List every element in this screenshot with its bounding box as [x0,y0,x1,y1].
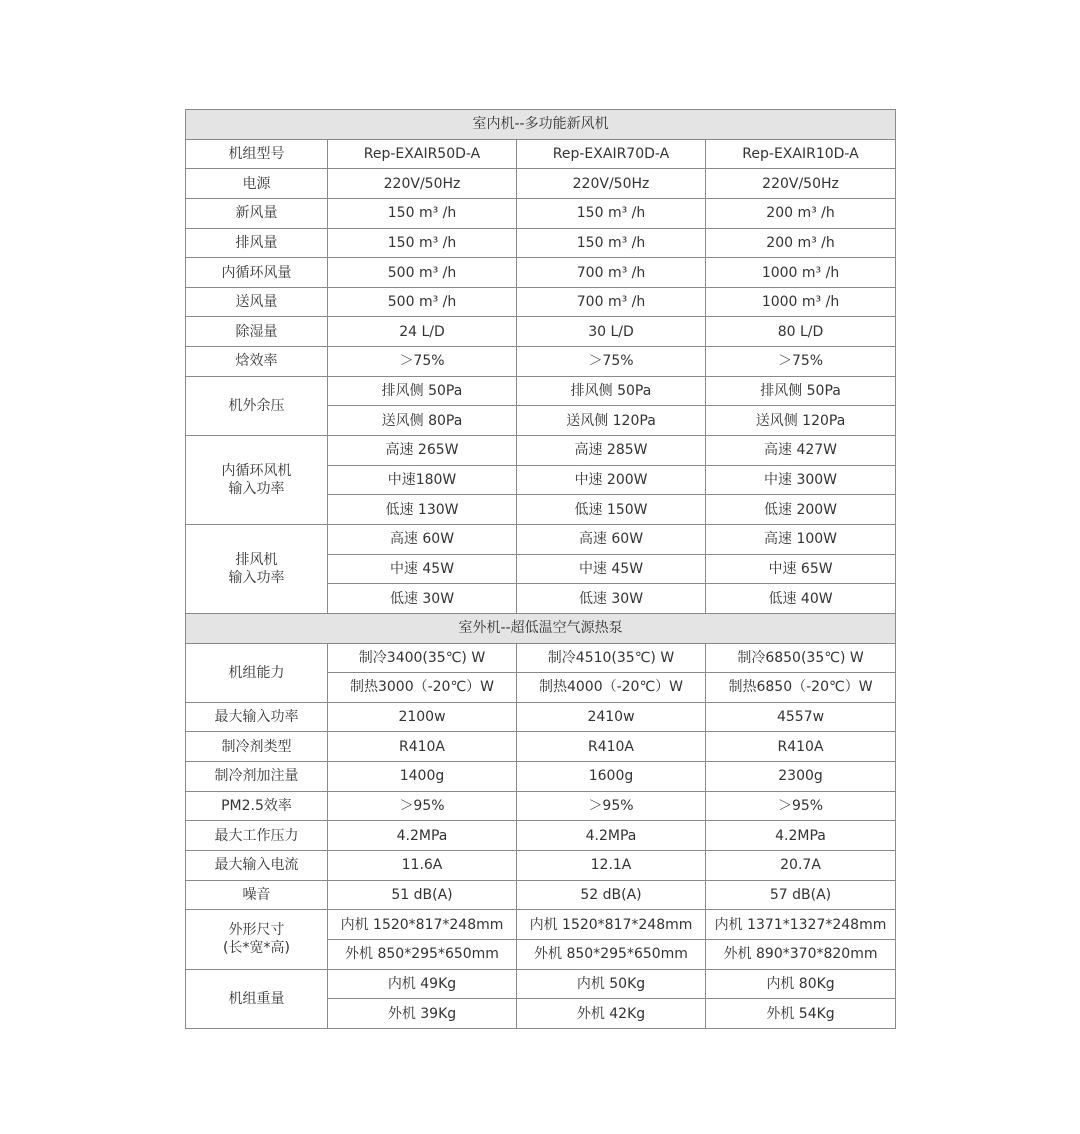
row-value: 外机 39Kg [328,999,517,1029]
row-value: 制热4000（-20℃）W [517,673,706,703]
row-value: 51 dB(A) [328,880,517,910]
row-value: 低速 30W [328,584,517,614]
row-value: 排风侧 50Pa [517,376,706,406]
table-row [186,347,896,377]
row-value: 中速 65W [706,554,896,584]
row-label: 电源 [186,169,328,199]
row-value: 低速 30W [517,584,706,614]
row-value: 外机 54Kg [706,999,896,1029]
row-label: PM2.5效率 [186,791,328,821]
row-label: 送风量 [186,287,328,317]
row-value: 低速 200W [706,495,896,525]
table-row [186,376,896,406]
row-label: 最大输入电流 [186,851,328,881]
row-value: R410A [328,732,517,762]
row-value: 制冷6850(35℃) W [706,643,896,673]
table-row [186,910,896,940]
row-value: 1000 m³ /h [706,287,896,317]
row-value: 57 dB(A) [706,880,896,910]
row-value: ＞95% [517,791,706,821]
section-title: 室外机--超低温空气源热泵 [186,613,896,643]
table-row [186,851,896,881]
row-value: 排风侧 50Pa [706,376,896,406]
row-label: 新风量 [186,198,328,228]
row-value: 高速 427W [706,436,896,466]
row-value: 1000 m³ /h [706,258,896,288]
table-row [186,762,896,792]
row-value: 中速 200W [517,465,706,495]
row-value: 高速 60W [328,524,517,554]
spec-table [185,109,896,1029]
row-value: 24 L/D [328,317,517,347]
table-row [186,258,896,288]
table-row [186,791,896,821]
row-value: ＞75% [706,347,896,377]
row-value: 12.1A [517,851,706,881]
table-row [186,969,896,999]
group-label: 排风机 输入功率 [186,524,328,613]
row-value: 4.2MPa [706,821,896,851]
row-value: R410A [706,732,896,762]
row-label: 制冷剂类型 [186,732,328,762]
row-value: 2100w [328,702,517,732]
group-label: 机组重量 [186,969,328,1028]
row-value: 700 m³ /h [517,287,706,317]
row-value: 中速 300W [706,465,896,495]
row-label: 排风量 [186,228,328,258]
row-value: ＞75% [328,347,517,377]
row-value: 80 L/D [706,317,896,347]
row-value: 外机 850*295*650mm [517,939,706,969]
row-value: 150 m³ /h [328,228,517,258]
row-value: 30 L/D [517,317,706,347]
group-label: 内循环风机 输入功率 [186,436,328,525]
row-value: 内机 50Kg [517,969,706,999]
row-value: 200 m³ /h [706,228,896,258]
row-value: 高速 265W [328,436,517,466]
table-row [186,643,896,673]
row-value: 外机 42Kg [517,999,706,1029]
table-row [186,228,896,258]
group-label: 机外余压 [186,376,328,435]
row-value: 1600g [517,762,706,792]
row-value: 150 m³ /h [328,198,517,228]
row-value: 1400g [328,762,517,792]
table-row [186,287,896,317]
row-value: 52 dB(A) [517,880,706,910]
row-value: 排风侧 50Pa [328,376,517,406]
model-name: Rep-EXAIR50D-A [328,139,517,169]
row-value: 外机 850*295*650mm [328,939,517,969]
row-value: 内机 1371*1327*248mm [706,910,896,940]
row-value: 4.2MPa [517,821,706,851]
row-value: 20.7A [706,851,896,881]
table-row-model [186,139,896,169]
row-value: 送风侧 80Pa [328,406,517,436]
row-value: 500 m³ /h [328,287,517,317]
table-row [186,169,896,199]
table-row [186,524,896,554]
row-value: 外机 890*370*820mm [706,939,896,969]
row-value: 高速 100W [706,524,896,554]
table-row [186,317,896,347]
row-label: 机组型号 [186,139,328,169]
row-value: 内机 1520*817*248mm [517,910,706,940]
row-label: 噪音 [186,880,328,910]
row-value: 制冷3400(35℃) W [328,643,517,673]
model-name: Rep-EXAIR10D-A [706,139,896,169]
row-value: ＞95% [706,791,896,821]
row-value: 150 m³ /h [517,198,706,228]
table-row [186,702,896,732]
row-value: 220V/50Hz [706,169,896,199]
row-value: 内机 80Kg [706,969,896,999]
row-label: 最大工作压力 [186,821,328,851]
row-value: 220V/50Hz [328,169,517,199]
row-value: 11.6A [328,851,517,881]
row-value: 中速 45W [328,554,517,584]
row-value: 150 m³ /h [517,228,706,258]
row-value: 制冷4510(35℃) W [517,643,706,673]
row-label: 最大输入功率 [186,702,328,732]
row-label: 除湿量 [186,317,328,347]
row-value: 内机 1520*817*248mm [328,910,517,940]
row-value: 送风侧 120Pa [706,406,896,436]
table-row [186,198,896,228]
row-value: 中速 45W [517,554,706,584]
row-value: R410A [517,732,706,762]
row-label: 内循环风量 [186,258,328,288]
row-value: 220V/50Hz [517,169,706,199]
section-title: 室内机--多功能新风机 [186,110,896,140]
row-value: 送风侧 120Pa [517,406,706,436]
model-name: Rep-EXAIR70D-A [517,139,706,169]
row-value: 700 m³ /h [517,258,706,288]
row-value: 高速 285W [517,436,706,466]
row-value: ＞95% [328,791,517,821]
row-value: 高速 60W [517,524,706,554]
group-label: 机组能力 [186,643,328,702]
table-row [186,436,896,466]
row-value: 500 m³ /h [328,258,517,288]
table-row [186,880,896,910]
row-label: 制冷剂加注量 [186,762,328,792]
row-value: 中速180W [328,465,517,495]
row-value: 低速 40W [706,584,896,614]
row-value: 低速 150W [517,495,706,525]
row-value: ＞75% [517,347,706,377]
row-value: 200 m³ /h [706,198,896,228]
row-value: 2300g [706,762,896,792]
section-header-indoor [186,110,896,140]
row-label: 焓效率 [186,347,328,377]
table-row [186,732,896,762]
group-label: 外形尺寸 (长*宽*高) [186,910,328,969]
row-value: 4557w [706,702,896,732]
row-value: 4.2MPa [328,821,517,851]
row-value: 内机 49Kg [328,969,517,999]
row-value: 低速 130W [328,495,517,525]
row-value: 制热6850（-20℃）W [706,673,896,703]
table-row [186,821,896,851]
section-header-outdoor [186,613,896,643]
row-value: 2410w [517,702,706,732]
row-value: 制热3000（-20℃）W [328,673,517,703]
